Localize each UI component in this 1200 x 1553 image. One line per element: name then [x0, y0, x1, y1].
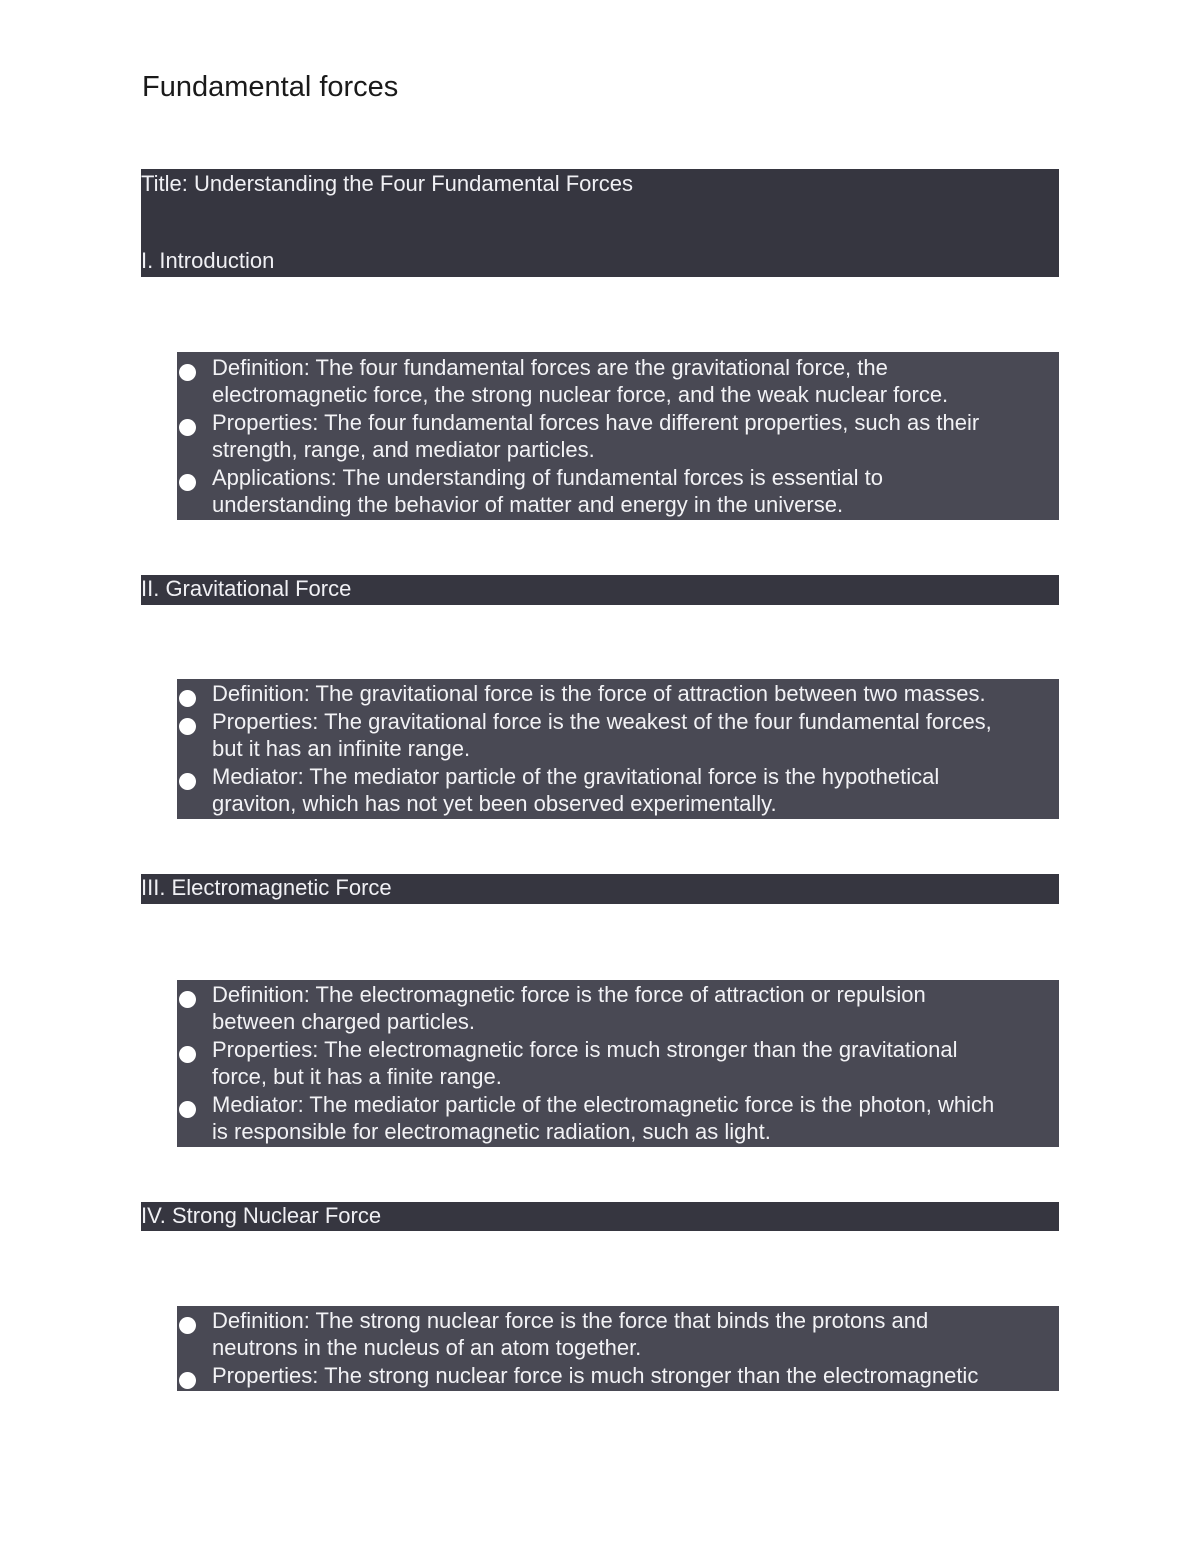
bullet-icon [179, 1372, 196, 1389]
list-item-text-line: Properties: The electromagnetic force is much stronger than the gravitational [212, 1037, 958, 1062]
document-subtitle: Title: Understanding the Four Fundamental Forces [141, 171, 633, 196]
list-item-text-line: Mediator: The mediator particle of the gravitational force is the hypothetical [212, 764, 940, 789]
list-item-text-line: Mediator: The mediator particle of the electromagnetic force is the photon, which [212, 1092, 995, 1117]
list-item-text-line: Properties: The gravitational force is the weakest of the four fundamental forces, [212, 709, 992, 734]
list-item-text-line: but it has an infinite range. [212, 736, 471, 761]
section-heading-strong-nuclear: IV. Strong Nuclear Force [141, 1203, 382, 1228]
strong-nuclear-bullet-list [177, 1306, 1059, 1391]
intro-header-block [141, 169, 1059, 277]
bullet-icon [179, 1046, 196, 1063]
list-item-text-line: Definition: The strong nuclear force is the force that binds the protons and [212, 1308, 929, 1333]
list-item-text-line: understanding the behavior of matter and energy in the universe. [212, 492, 844, 517]
list-item-text-line: Applications: The understanding of fundamental forces is essential to [212, 465, 883, 490]
electromagnetic-bullet-list [177, 980, 1059, 1147]
list-item-text-line: graviton, which has not yet been observed experimentally. [212, 791, 777, 816]
document-title: Fundamental forces [142, 71, 399, 103]
bullet-icon [179, 364, 196, 381]
list-item-text-line: strength, range, and mediator particles. [212, 437, 595, 462]
list-item-text-line: Definition: The electromagnetic force is the force of attraction or repulsion [212, 982, 926, 1007]
section-heading-bar [141, 1202, 1059, 1231]
bullet-icon [179, 690, 196, 707]
bullet-icon [179, 419, 196, 436]
list-item-text-line: Properties: The strong nuclear force is much stronger than the electromagnetic [212, 1363, 979, 1388]
gravitational-bullet-list [177, 679, 1059, 819]
section-heading-gravitational: II. Gravitational Force [141, 576, 352, 601]
bullet-icon [179, 474, 196, 491]
list-item-text-line: force, but it has a finite range. [212, 1064, 502, 1089]
bullet-icon [179, 1317, 196, 1334]
list-item-text-line: Properties: The four fundamental forces have different properties, such as their [212, 410, 980, 435]
bullet-icon [179, 773, 196, 790]
bullet-icon [179, 991, 196, 1008]
section-heading-electromagnetic: III. Electromagnetic Force [141, 875, 392, 900]
introduction-bullet-list [177, 352, 1059, 520]
list-item-text-line: between charged particles. [212, 1009, 475, 1034]
list-item-text-line: Definition: The four fundamental forces are the gravitational force, the [212, 355, 888, 380]
list-item-text-line: is responsible for electromagnetic radiation, such as light. [212, 1119, 771, 1144]
list-item-text-line: electromagnetic force, the strong nuclear force, and the weak nuclear force. [212, 382, 949, 407]
bullet-icon [179, 1101, 196, 1118]
list-item-text-line: neutrons in the nucleus of an atom together. [212, 1335, 642, 1360]
section-heading-bar [141, 575, 1059, 605]
section-heading-introduction: I. Introduction [141, 248, 275, 273]
section-heading-bar [141, 874, 1059, 904]
list-item-text-line: Definition: The gravitational force is the force of attraction between two masses. [212, 681, 986, 706]
bullet-icon [179, 718, 196, 735]
